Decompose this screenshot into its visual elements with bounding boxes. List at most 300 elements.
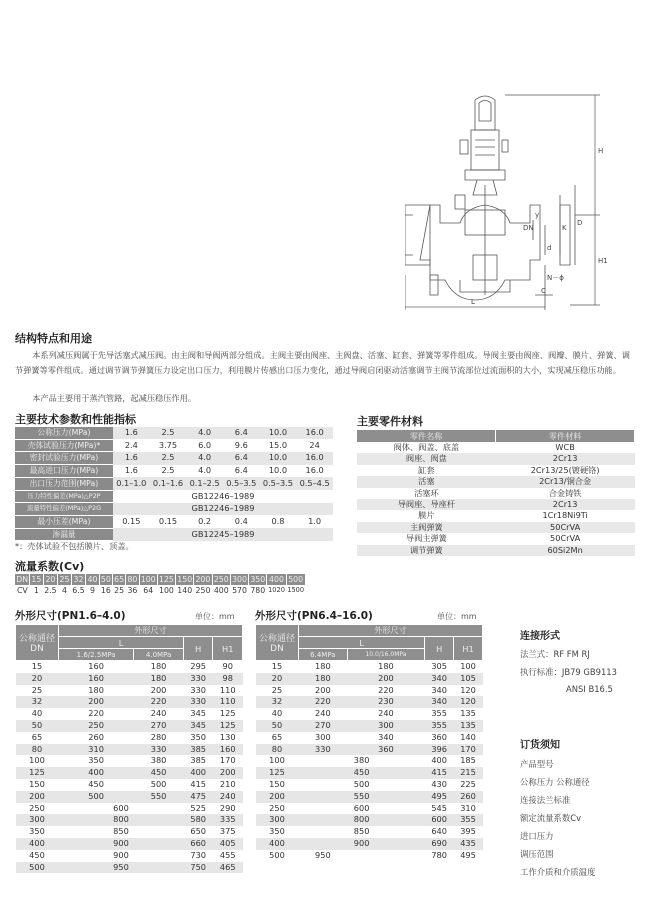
- L-cell: 500: [353, 778, 370, 789]
- cv-value-cell: 100: [159, 586, 174, 595]
- intro-paragraph-1: 本系列减压阀属于先导活塞式减压阀。由主阀和导阀两部分组成。主阀主要由阀座、主阀盘、活塞、缸套、弹簧等零件组成。导阀主要由阀座、阀瓣、膜片、弹簧、调节弹簧等零件组成。通过调节调节弹簧压力设定出口压力，利用膜片传感出口压力变化，通过导阀启闭驱动活塞调节主阀节流部位过流面积的大小，实现减压稳压功能。: [15, 350, 630, 375]
- L-cell-2: 180: [378, 661, 394, 671]
- dn-cell: 350: [269, 826, 285, 837]
- L-cell-1: 260: [88, 731, 104, 742]
- L-cell-1: 330: [299, 744, 348, 756]
- part-material: 2Cr13: [496, 499, 635, 510]
- dn-cell: 250: [29, 802, 45, 813]
- materials-row: [357, 545, 635, 556]
- dn-cell: 20: [16, 673, 59, 685]
- tech-params-table: [15, 427, 333, 541]
- intro-title: 结构特点和用途: [15, 332, 92, 345]
- H1-cell: 110: [213, 696, 243, 708]
- tech-value: 16.0: [305, 465, 324, 476]
- dims-row: [256, 661, 483, 673]
- cv-dn-cell: 25: [59, 575, 70, 584]
- tech-value: 6.4: [234, 465, 248, 476]
- tech-value: 0.15: [158, 515, 178, 526]
- L-cell-2: 180: [150, 661, 167, 671]
- dims-row: [256, 673, 483, 685]
- part-material: 50CrVA: [496, 522, 635, 533]
- H1-header: H1: [454, 637, 483, 661]
- ordering-item: 额定流量系数Cv: [520, 813, 582, 823]
- dn-cell: 500: [16, 862, 59, 874]
- tech-value: 24: [309, 439, 320, 450]
- tech-value: 1.6: [124, 465, 138, 476]
- dims-row: [16, 708, 243, 720]
- cv-dn-cell: 15: [31, 575, 42, 584]
- dims-row: [256, 779, 483, 791]
- L-cell-1: 160: [88, 661, 104, 671]
- H-cell: 355: [425, 720, 454, 732]
- dims-high-title: 外形尺寸(PN6.4–16.0): [255, 610, 373, 622]
- materials-row: [357, 488, 635, 499]
- tech-row-label: 渗漏量: [15, 528, 113, 541]
- ordering-list: [520, 758, 595, 884]
- L-cell: 450: [299, 767, 425, 779]
- dims-row: [16, 685, 243, 697]
- H-cell: 385: [183, 744, 213, 756]
- label-y: y: [535, 211, 540, 219]
- valve-dimension-drawing: [405, 85, 615, 310]
- part-name: 阀体、阀盖、底盖: [393, 442, 460, 452]
- H-cell: 660: [183, 838, 213, 850]
- H-cell: 690: [425, 838, 454, 850]
- dims-row: [256, 755, 483, 767]
- label-H: H: [598, 147, 604, 155]
- L-cell: 800: [59, 814, 184, 826]
- dn-cell: 40: [271, 708, 283, 719]
- H1-cell: 310: [460, 802, 476, 813]
- cv-dn-cell: 100: [140, 575, 156, 584]
- part-material: 合金铸铁: [548, 487, 582, 498]
- materials-row: [357, 533, 635, 544]
- H1-header: H1: [213, 637, 243, 661]
- tech-value: 2.4: [124, 439, 138, 450]
- cv-dn-cell: 400: [267, 574, 286, 585]
- cv-dn-cell: 200: [195, 575, 211, 584]
- tech-row: [15, 452, 333, 465]
- dims-low-unit: 单位：mm: [195, 612, 235, 621]
- H1-cell: 225: [460, 778, 476, 789]
- tech-row: [15, 439, 333, 452]
- H-cell: 600: [425, 814, 454, 826]
- dn-cell: 125: [16, 767, 59, 779]
- dims-row: [256, 838, 483, 850]
- H1-cell: 455: [219, 849, 236, 860]
- cv-value-cell: 1500: [287, 586, 305, 594]
- H1-cell: 135: [454, 720, 483, 732]
- cv-value-cell: 570: [232, 586, 247, 595]
- part-material: 2Cr13/铜合金: [496, 476, 635, 487]
- dims-row: [256, 791, 483, 803]
- L-cell-1: 200: [59, 696, 134, 708]
- tech-row-label: 压力特性偏差(MPa)△P2P: [15, 490, 113, 503]
- H1-cell: 335: [213, 814, 243, 826]
- dn-cell: 450: [29, 849, 45, 860]
- dn-cell: 32: [256, 696, 299, 708]
- cv-value-cell: 250: [195, 586, 211, 595]
- H-cell: 750: [183, 862, 213, 874]
- L-cell-2: 230: [347, 696, 424, 708]
- H-cell: 295: [190, 661, 207, 671]
- cv-value-cell: 780: [250, 586, 266, 595]
- dn-cell: 350: [29, 826, 45, 837]
- part-material: 1Cr18Ni9Ti: [542, 510, 588, 521]
- dims-low-table: [15, 624, 243, 873]
- label-D: D: [577, 219, 583, 227]
- dn-cell: 125: [256, 767, 299, 779]
- part-name: 阀座、阀盘: [357, 453, 496, 464]
- dn-cell: 80: [256, 744, 299, 756]
- L-cell-2: 550: [134, 791, 184, 803]
- tech-value: 15.0: [268, 439, 288, 450]
- H1-cell: 120: [454, 696, 483, 708]
- tech-value: 2.5: [150, 452, 187, 465]
- cv-dn-cell: 250: [213, 575, 229, 584]
- cv-value-cell: 36: [127, 586, 138, 595]
- part-material: 60Si2Mn: [496, 545, 635, 556]
- tech-value: 0.1–2.5: [186, 477, 223, 490]
- tech-row: [15, 427, 333, 439]
- tech-value: 6.0: [198, 439, 212, 450]
- dims-row: [16, 838, 243, 850]
- dn-cell: 100: [269, 755, 285, 766]
- materials-row: [357, 465, 635, 476]
- H1-cell: 395: [460, 826, 476, 837]
- cv-dn-cell: 20: [43, 574, 58, 585]
- ordering-item: 进口压力: [520, 831, 554, 841]
- tech-row-label: 密封试验压力(MPa): [15, 452, 113, 465]
- label-DN: DN: [523, 224, 534, 232]
- dims-group-header: 外形尺寸: [59, 625, 243, 637]
- dims-row: [16, 744, 243, 756]
- tech-value: 0.5–4.5: [296, 477, 333, 490]
- H-cell: 640: [431, 826, 447, 837]
- L-cell-2: 450: [134, 767, 184, 779]
- dims-row: [16, 732, 243, 744]
- dn-cell: 50: [256, 720, 299, 732]
- dims-row: [16, 826, 243, 838]
- label-C: C: [541, 287, 546, 295]
- L-sub-header-2: 4.0MPa: [134, 649, 184, 661]
- L-cell-2: 340: [378, 731, 394, 742]
- H1-cell: 90: [222, 661, 233, 671]
- dims-row: [16, 779, 243, 791]
- dn-cell: 25: [271, 684, 283, 695]
- part-name: 活塞: [357, 476, 496, 487]
- H1-cell: 98: [213, 673, 243, 685]
- tech-row: [15, 515, 333, 528]
- H-cell: 360: [431, 731, 447, 742]
- part-name: 导阀主弹簧: [405, 533, 447, 544]
- tech-row-label: 公称压力(MPa): [15, 427, 113, 439]
- cv-value-cell: 140: [177, 586, 193, 595]
- label-H1: H1: [598, 257, 608, 265]
- H-cell: 545: [431, 802, 447, 813]
- cv-dn-cell: 32: [71, 574, 86, 585]
- tech-value: 0.2: [198, 515, 212, 526]
- H-cell: 330: [183, 696, 213, 708]
- dims-row: [16, 862, 243, 874]
- tech-value: 4.0: [186, 427, 223, 439]
- part-name: 膜片: [418, 510, 435, 521]
- dims-row: [16, 791, 243, 803]
- L-cell-1: 160: [59, 673, 134, 685]
- H-cell: 340: [425, 673, 454, 685]
- dims-row: [16, 673, 243, 685]
- L-cell-2: 500: [150, 778, 167, 789]
- tech-row-label: 最小压差(MPa): [15, 515, 113, 528]
- H1-cell: 185: [460, 755, 476, 766]
- intro-paragraph-2: 本产品主要用于蒸汽管路，起减压稳压作用。: [32, 393, 196, 403]
- L-cell: 950: [59, 862, 184, 874]
- H-cell: 330: [190, 684, 207, 695]
- dims-high-table: [255, 624, 483, 862]
- part-material: 50CrVA: [550, 533, 581, 544]
- cv-value-label: CV: [16, 586, 28, 595]
- part-material: 2Cr13: [496, 453, 635, 464]
- dims-row: [256, 685, 483, 697]
- dims-row: [256, 696, 483, 708]
- part-name: 活塞环: [414, 487, 439, 498]
- L-cell-1: 450: [88, 778, 104, 789]
- H1-cell: 170: [219, 755, 236, 766]
- ordering-item: 产品型号: [520, 759, 554, 769]
- tech-value: 0.1–1.0: [113, 477, 150, 490]
- H-cell: 780: [431, 849, 447, 860]
- tech-row: [15, 490, 333, 503]
- H-cell: 396: [425, 744, 454, 756]
- L-cell: 950: [315, 849, 331, 860]
- H1-cell: 290: [219, 802, 236, 813]
- L-cell: 850: [113, 826, 129, 837]
- H1-cell: 435: [454, 838, 483, 850]
- part-material: 2Cr13/25(镀硬铬): [530, 464, 600, 475]
- L-cell-empty: [347, 850, 424, 862]
- L-cell-1: 240: [315, 708, 331, 719]
- L-header: L: [59, 637, 184, 649]
- dims-row: [256, 850, 483, 862]
- dn-header: [256, 625, 299, 661]
- part-material: WCB: [555, 442, 575, 452]
- H1-cell: 105: [454, 673, 483, 685]
- cv-dn-cell: 50: [100, 575, 111, 584]
- tech-value: 0.5–3.5: [223, 477, 260, 490]
- H1-cell: 355: [454, 814, 483, 826]
- cv-value-cell: 2.5: [44, 586, 57, 595]
- dims-high-unit: 单位：mm: [437, 612, 477, 621]
- dims-row: [16, 814, 243, 826]
- H-cell: 350: [190, 731, 207, 742]
- cv-value-cell: 4: [61, 586, 67, 595]
- dn-header-label: 公称通径: [258, 634, 295, 644]
- L-cell-2: 240: [378, 708, 394, 719]
- tech-row-label: 流量特性偏差(MPa)△P2G: [15, 503, 113, 516]
- part-name: 主阀弹簧: [357, 522, 496, 533]
- dn-cell: 150: [29, 778, 45, 789]
- dn-cell: 400: [256, 838, 299, 850]
- H-cell: 355: [431, 708, 447, 719]
- label-N-phi: N－ϕ: [547, 274, 564, 282]
- H1-cell: 125: [213, 720, 243, 732]
- dims-row: [16, 767, 243, 779]
- cv-value-cell: 1: [33, 586, 39, 595]
- L-cell-2: 300: [347, 720, 424, 732]
- H-cell: 330: [183, 673, 213, 685]
- cv-value-cell: 1020: [268, 586, 285, 594]
- H-cell: 525: [190, 802, 207, 813]
- cv-value-cell: 400: [213, 586, 229, 595]
- tech-value: 6.4: [223, 427, 260, 439]
- L-cell-2: 330: [134, 744, 184, 756]
- cv-dn-cell: 300: [232, 575, 247, 584]
- dims-row: [16, 661, 243, 673]
- cv-table: [15, 574, 306, 596]
- dn-cell: 65: [271, 731, 283, 742]
- H-cell: 400: [183, 767, 213, 779]
- L-cell-2: 220: [134, 696, 184, 708]
- H-cell: 730: [190, 849, 207, 860]
- materials-row: [357, 499, 635, 510]
- L-cell: 800: [299, 814, 425, 826]
- dn-cell: 20: [256, 673, 299, 685]
- dn-header-unit: DN: [270, 644, 284, 654]
- L-cell-1: 180: [88, 684, 104, 695]
- dims-header-row: [16, 625, 243, 637]
- ordering-item: 调压范围: [520, 849, 554, 859]
- cv-value-cell: 9: [90, 586, 95, 595]
- materials-table: [357, 430, 635, 556]
- L-cell: 900: [113, 849, 129, 860]
- H-cell: 340: [431, 684, 447, 695]
- tech-value: 0.1–1.6: [150, 477, 187, 490]
- tech-row-label: 壳体试验压力(MPa)*: [15, 439, 113, 452]
- H1-cell: 215: [454, 767, 483, 779]
- label-L: L: [471, 298, 475, 306]
- dims-row: [256, 732, 483, 744]
- cv-value-cell: 64: [143, 586, 154, 595]
- L-cell: 900: [59, 838, 184, 850]
- dims-row: [16, 755, 243, 767]
- L-cell-1: 220: [88, 708, 104, 719]
- ordering-title: 订货须知: [520, 740, 560, 751]
- cv-value-cell: 16: [100, 586, 111, 595]
- pilot-cap: [475, 96, 495, 130]
- H1-cell: 135: [460, 708, 476, 719]
- H-cell: 415: [190, 778, 207, 789]
- H-cell: 580: [183, 814, 213, 826]
- tech-row: [15, 465, 333, 478]
- H-cell: 340: [425, 696, 454, 708]
- L-cell: 380: [353, 755, 370, 766]
- tech-footnote: *：壳体试验不包括膜片、顶盖。: [15, 541, 134, 551]
- tech-value: 2.5: [150, 427, 187, 439]
- tech-value: 1.0: [308, 515, 322, 526]
- L-cell: 600: [113, 802, 129, 813]
- H1-cell: 495: [460, 849, 476, 860]
- dims-row: [256, 767, 483, 779]
- cv-dn-cell: 500: [286, 574, 305, 585]
- L-cell-2: 240: [150, 708, 167, 719]
- tech-value: 1.6: [113, 452, 150, 465]
- H-cell: 475: [183, 791, 213, 803]
- dims-row: [256, 744, 483, 756]
- dn-cell: 25: [31, 684, 43, 695]
- dims-header-row: [256, 625, 483, 637]
- tech-row-label: 最高进口压力(MPa): [15, 465, 113, 478]
- L-cell-1: 500: [59, 791, 134, 803]
- ordering-item: 连接法兰标准: [520, 795, 571, 805]
- H-cell: 345: [183, 720, 213, 732]
- tech-row: [15, 503, 333, 516]
- tech-value: 9.6: [234, 439, 248, 450]
- ordering-item: 公称压力 公称通径: [520, 777, 590, 787]
- label-K: K: [562, 224, 567, 232]
- tech-value: 0.5–3.5: [260, 477, 297, 490]
- dims-low-title: 外形尺寸(PN1.6–4.0): [15, 610, 126, 622]
- dn-cell: 400: [16, 838, 59, 850]
- L-cell: 600: [353, 802, 370, 813]
- dn-cell: 150: [269, 778, 285, 789]
- L-cell-2: 380: [150, 755, 167, 766]
- L-sub-header-1: 6.4MPa: [299, 649, 348, 661]
- L-cell-1: 180: [315, 661, 331, 671]
- dn-cell: 250: [269, 802, 285, 813]
- tech-value: 16.0: [296, 427, 333, 439]
- tech-value: 10.0: [260, 452, 297, 465]
- tech-row: [15, 477, 333, 490]
- dn-cell: 100: [29, 755, 45, 766]
- dn-cell: 32: [16, 696, 59, 708]
- cv-dn-label: DN: [16, 575, 29, 584]
- connection-standard: 执行标准：JB79 GB9113: [520, 667, 617, 677]
- H1-cell: 210: [219, 778, 236, 789]
- dn-header-label: 公称通径: [18, 634, 55, 644]
- L-cell-1: 400: [59, 767, 134, 779]
- cv-dn-cell: 80: [127, 575, 138, 584]
- H-cell: 385: [190, 755, 207, 766]
- tech-value: 2.5: [161, 465, 175, 476]
- dn-cell: 300: [16, 814, 59, 826]
- dims-group-header: 外形尺寸: [299, 625, 483, 637]
- H1-cell: 405: [213, 838, 243, 850]
- materials-title: 主要零件材料: [357, 415, 423, 428]
- H1-cell: 140: [460, 731, 476, 742]
- cv-dn-cell: 40: [87, 575, 98, 584]
- tech-value: 10.0: [268, 465, 288, 476]
- L-cell-2: 200: [150, 684, 167, 695]
- materials-row: [357, 476, 635, 487]
- materials-row: [357, 522, 635, 533]
- L-cell-1: 220: [299, 696, 348, 708]
- H-cell: 495: [425, 791, 454, 803]
- L-cell-2: 280: [150, 731, 167, 742]
- dims-row: [256, 814, 483, 826]
- H1-cell: 465: [213, 862, 243, 874]
- H1-cell: 260: [454, 791, 483, 803]
- cv-dn-cell: 125: [159, 575, 174, 584]
- H-cell: 345: [190, 708, 207, 719]
- cv-value-cell: 25: [114, 586, 125, 595]
- tech-row-standard: GB12246–1989: [113, 503, 333, 516]
- dn-header-unit: DN: [30, 644, 44, 654]
- dims-row: [16, 720, 243, 732]
- cv-dn-cell: 350: [250, 575, 266, 584]
- H-cell: 305: [431, 661, 447, 671]
- L-cell: 900: [299, 838, 425, 850]
- materials-header-material: 零件材料: [496, 430, 635, 442]
